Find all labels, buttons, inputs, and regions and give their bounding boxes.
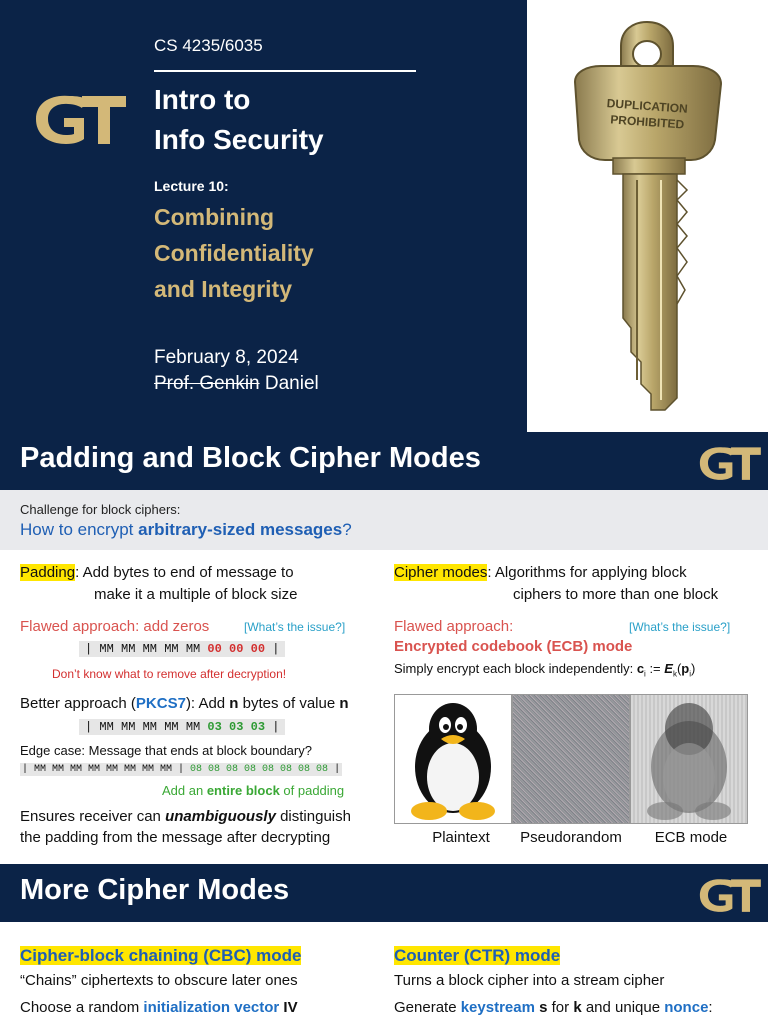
key-icon [527,0,768,432]
slide-header [0,864,768,922]
formula-i1: i [644,669,646,679]
add-post: of padding [279,783,345,798]
edge-case: Edge case: Message that ends at block boundary? [20,743,312,758]
iv-link[interactable]: initialization vector [143,999,280,1016]
instructor-struck: Prof. Genkin [154,373,260,394]
cbc-title: Cipher-block chaining (CBC) mode [20,946,302,965]
add-entire-block [162,783,344,798]
better-mid2: bytes of value [238,695,340,712]
zero-end: | [265,642,280,656]
ecb-mode-title: Encrypted codebook (ECB) mode [394,638,633,655]
iv-bold: IV [279,999,298,1016]
flawed-approach-ecb: Flawed approach: [394,618,514,635]
padding-def-1: : Add bytes to end of message to [75,564,294,581]
add-pre: Add an [162,783,207,798]
padding-term: Padding [20,564,76,581]
flawed-approach-zeros: Flawed approach: add zeros [20,618,210,635]
ctr-line-2 [394,999,713,1016]
whats-the-issue-link[interactable]: [What’s the issue?] [629,620,731,634]
cbc-line2-pre: Choose a random [20,999,144,1016]
edge-message-bytes: | MM MM MM MM MM MM MM MM | [22,764,191,775]
pseudorandom-noise-image [512,694,630,824]
pkcs7-example [79,720,285,734]
caption-ecb-mode: ECB mode [654,829,728,846]
better-n2: n [339,695,349,712]
lecture-title-line-3: and Integrity [154,276,293,302]
formula-i2: i [689,669,692,679]
formula-c: c [636,661,645,676]
challenge-question-pre: How to encrypt [20,520,139,539]
ensure-post: distinguish [275,808,351,825]
ensure-em: unambiguously [165,808,276,825]
zero-padding-bytes: 00 00 00 [207,642,266,656]
title-panel [0,0,527,432]
keystream-link[interactable]: keystream [460,999,535,1016]
formula-assign: := [645,661,665,676]
pkcs-message-bytes: | MM MM MM MM MM [85,720,208,734]
gt-logo-icon [30,88,128,150]
course-title-line-1: Intro to [154,84,251,115]
formula-close: ) [691,661,696,676]
formula-open: ( [676,661,682,676]
cbc-mode-title [20,946,301,966]
challenge-question [20,520,352,540]
challenge-question-bold: arbitrary-sized messages [138,520,343,539]
plaintext-penguin-image [394,694,512,824]
pkcs-padding-bytes: 03 03 03 [207,720,266,734]
title-slide [0,0,768,432]
full-block-padding-example [20,764,342,775]
key-photo-panel [527,0,768,432]
formula-p: p [681,661,690,676]
edge-end: | [328,764,341,775]
slide-header [0,432,768,490]
better-approach [20,695,349,712]
ctr-end: : [708,999,713,1016]
lecture-number: Lecture 10: [154,178,229,194]
course-number: CS 4235/6035 [154,36,263,55]
ecb-desc: Simply encrypt each block independently: [394,661,637,676]
better-pre: Better approach ( [20,695,136,712]
gt-logo-icon [694,442,764,484]
ctr-title: Counter (CTR) mode [394,946,561,965]
padding-definition-line-1 [20,564,294,581]
ensures-line-2: the padding from the message after decrypting [20,829,331,846]
zero-padding-issue: Don’t know what to remove after decryption! [52,667,287,681]
pkcs-end: | [265,720,280,734]
course-title [154,80,324,160]
lecture-title [154,199,314,307]
lecture-title-line-1: Combining [154,204,275,230]
whats-the-issue-link[interactable]: [What’s the issue?] [244,620,346,634]
ctr-s: s [534,999,548,1016]
caption-pseudorandom: Pseudorandom [520,829,622,846]
challenge-label: Challenge for block ciphers: [20,502,181,517]
formula-E: E [664,661,673,676]
challenge-banner [0,490,768,550]
better-n1: n [229,695,239,712]
cipher-modes-term: Cipher modes [394,564,488,581]
cipher-modes-slide [0,864,768,1024]
ctr-mid: for [547,999,574,1016]
key-text-line-2: PROHIBITED [609,112,685,132]
key-text-line-1: DUPLICATION [606,96,689,116]
ctr-mid2: and unique [581,999,665,1016]
cipher-modes-line-2: ciphers to more than one block [513,586,719,603]
zero-padding-example [79,642,285,656]
instructor-name: Daniel [259,373,319,394]
ecb-description [394,661,695,679]
caption-plaintext: Plaintext [432,829,490,846]
ensures-line-1 [20,808,351,825]
add-bold: entire block [206,783,280,798]
cbc-line-1: “Chains” ciphertexts to obscure later ones [20,972,298,989]
cbc-line-2 [20,999,298,1016]
pkcs7-link[interactable]: PKCS7 [135,695,186,712]
formula-k: k [672,669,677,679]
cipher-def-1: : Algorithms for applying block [487,564,687,581]
instructor [154,373,319,395]
ensure-pre: Ensures receiver can [20,808,166,825]
lecture-title-line-2: Confidentiality [154,240,314,266]
ecb-penguin-icon [631,695,747,823]
lecture-date: February 8, 2024 [154,347,299,368]
gt-logo-icon [694,874,764,916]
ctr-line2-pre: Generate [394,999,461,1016]
ctr-mode-title [394,946,560,966]
ctr-line-1: Turns a block cipher into a stream cipher [394,972,665,989]
cipher-modes-line-1 [394,564,687,581]
nonce-link[interactable]: nonce [664,999,709,1016]
slide-title: More Cipher Modes [20,874,290,906]
edge-padding-bytes: 08 08 08 08 08 08 08 08 [190,764,329,775]
padding-slide [0,432,768,864]
title-divider [154,70,416,72]
challenge-question-post: ? [342,520,352,539]
ctr-k: k [573,999,582,1016]
slide-title: Padding and Block Cipher Modes [20,442,481,474]
ecb-penguin-image [630,694,748,824]
zero-message-bytes: | MM MM MM MM MM [85,642,208,656]
course-title-line-2: Info Security [154,124,324,155]
better-mid: ): Add [185,695,230,712]
penguin-icon [395,695,511,823]
padding-definition-line-2: make it a multiple of block size [94,586,298,603]
